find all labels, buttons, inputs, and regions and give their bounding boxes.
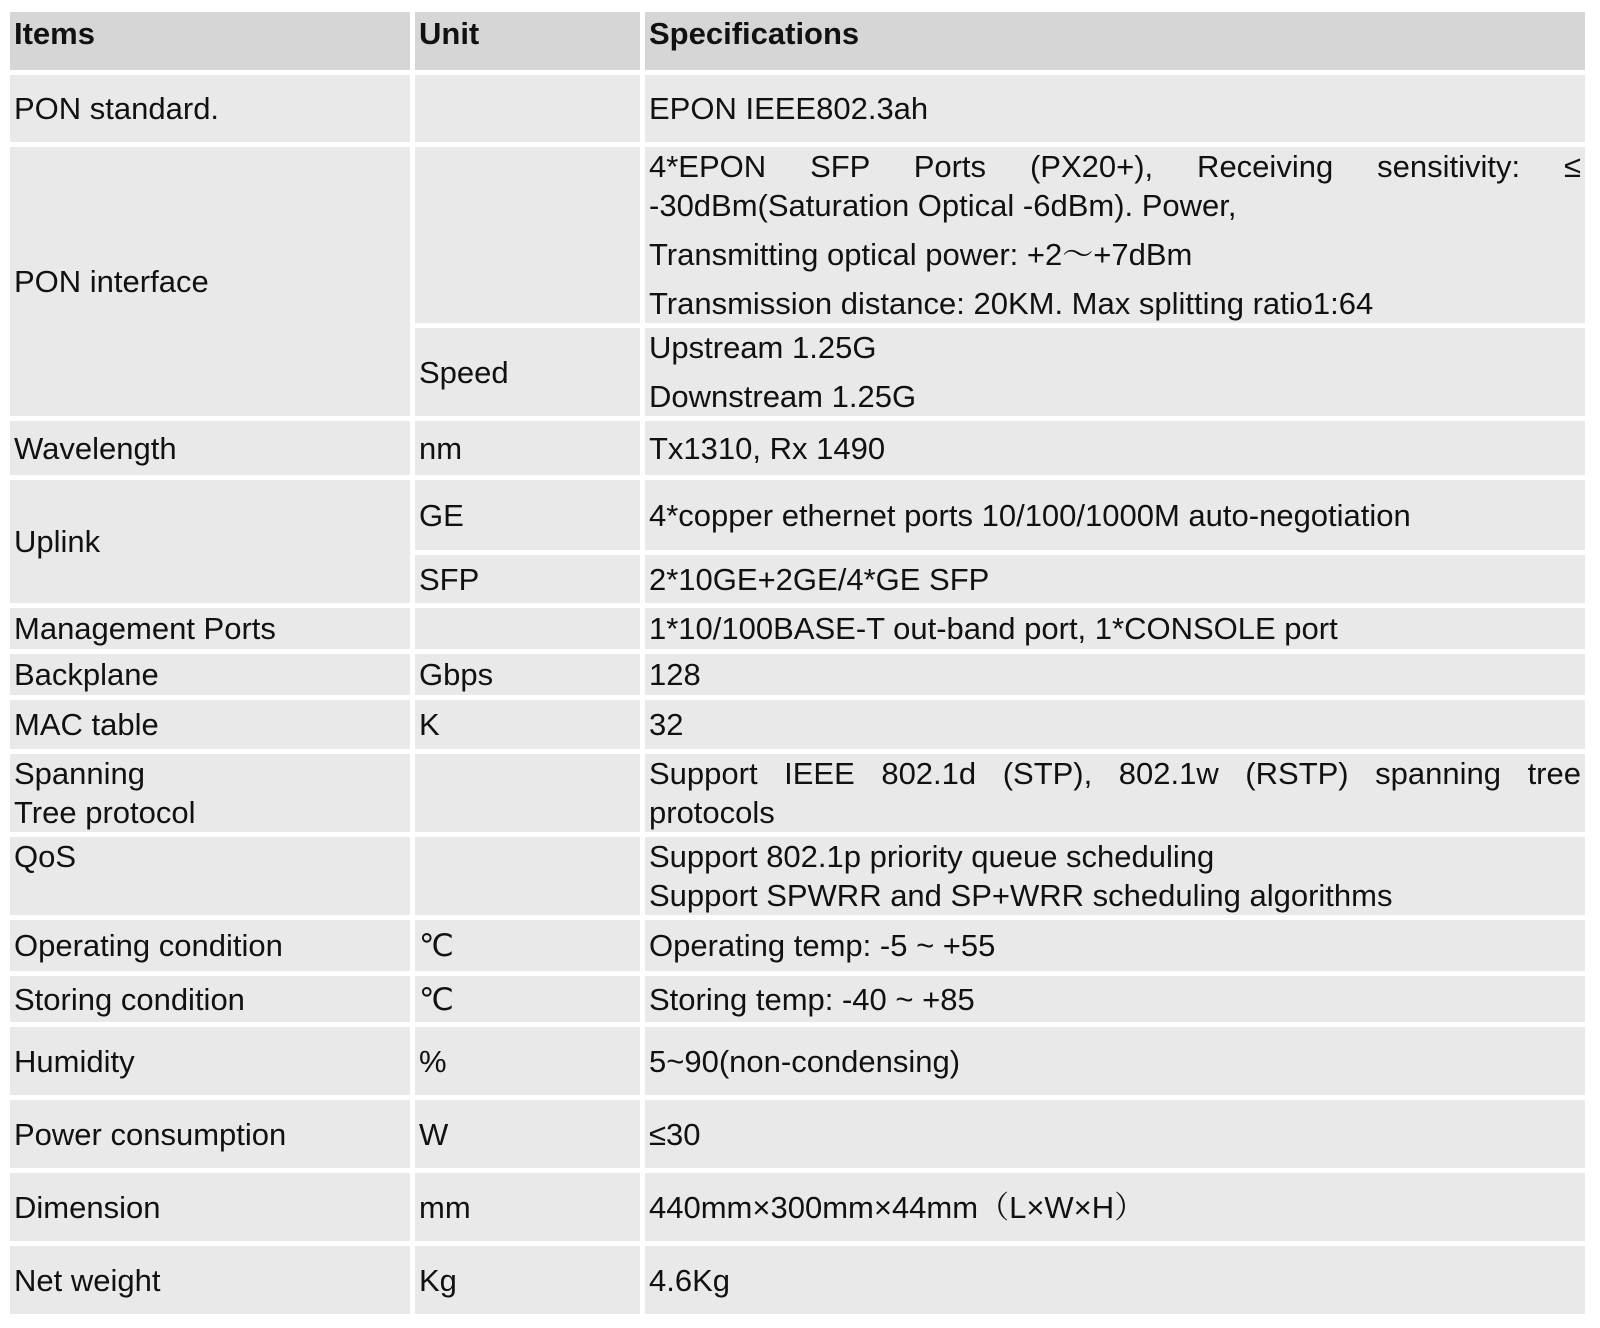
spec-cell: 32: [645, 700, 1585, 749]
unit-cell: K: [415, 700, 640, 749]
header-specifications: Specifications: [645, 12, 1585, 70]
unit-cell: Speed: [415, 328, 640, 416]
spec-cell: Storing temp: -40 ~ +85: [645, 976, 1585, 1022]
spec-cell: 5~90(non-condensing): [645, 1027, 1585, 1095]
spec-cell: Operating temp: -5 ~ +55: [645, 920, 1585, 971]
spec-cell: 2*10GE+2GE/4*GE SFP: [645, 555, 1585, 603]
spec-line: Support SPWRR and SP+WRR scheduling algorithms: [649, 878, 1393, 913]
spec-line: Support 802.1p priority queue scheduling: [649, 839, 1215, 874]
spec-cell: [645, 147, 1585, 323]
row-uplink-ge: [10, 480, 1585, 550]
spec-cell: Tx1310, Rx 1490: [645, 421, 1585, 475]
item-cell: MAC table: [10, 700, 410, 749]
row-operating-condition: [10, 920, 1585, 971]
header-items: Items: [10, 12, 410, 70]
unit-cell: [415, 837, 640, 915]
spec-line: Transmission distance: 20KM. Max splitting ratio1:64: [649, 286, 1374, 321]
item-cell: Backplane: [10, 654, 410, 695]
item-cell: Humidity: [10, 1027, 410, 1095]
specifications-table: [5, 7, 1590, 1319]
item-cell: Storing condition: [10, 976, 410, 1022]
row-storing-condition: [10, 976, 1585, 1022]
spec-line: Transmitting optical power: +2～+7dBm: [649, 237, 1193, 272]
spec-cell: 4*copper ethernet ports 10/100/1000M auto-negotiation: [645, 480, 1585, 550]
row-pon-interface-ports: [10, 147, 1585, 323]
spec-line: Downstream 1.25G: [649, 379, 917, 414]
unit-cell: nm: [415, 421, 640, 475]
item-cell: Dimension: [10, 1173, 410, 1241]
item-line: Spanning: [14, 756, 146, 791]
spec-cell: Support IEEE 802.1d (STP), 802.1w (RSTP) spanning tree protocols: [645, 754, 1585, 832]
row-pon-standard: [10, 75, 1585, 142]
unit-cell: Gbps: [415, 654, 640, 695]
unit-cell: ℃: [415, 976, 640, 1022]
unit-cell: W: [415, 1100, 640, 1168]
row-humidity: [10, 1027, 1585, 1095]
spec-cell: 4.6Kg: [645, 1246, 1585, 1314]
unit-cell: [415, 75, 640, 142]
row-qos: [10, 837, 1585, 915]
row-management-ports: [10, 608, 1585, 649]
row-net-weight: [10, 1246, 1585, 1314]
item-cell: PON interface: [10, 147, 410, 416]
unit-cell: GE: [415, 480, 640, 550]
unit-cell: [415, 608, 640, 649]
unit-cell: SFP: [415, 555, 640, 603]
spec-cell: [645, 837, 1585, 915]
header-unit: Unit: [415, 12, 640, 70]
spec-cell: [645, 328, 1585, 416]
unit-cell: [415, 147, 640, 323]
item-cell: Wavelength: [10, 421, 410, 475]
unit-cell: ℃: [415, 920, 640, 971]
item-cell: Operating condition: [10, 920, 410, 971]
spec-cell: 1*10/100BASE-T out-band port, 1*CONSOLE port: [645, 608, 1585, 649]
row-mac-table: [10, 700, 1585, 749]
item-cell: Power consumption: [10, 1100, 410, 1168]
spec-line: 4*EPON SFP Ports (PX20+), Receiving sensitivity: ≤ -30dBm(Saturation Optical -6dBm). Power,: [649, 149, 1581, 223]
item-cell: Net weight: [10, 1246, 410, 1314]
header-row: [10, 12, 1585, 70]
unit-cell: Kg: [415, 1246, 640, 1314]
item-line: Tree protocol: [14, 795, 196, 830]
row-power-consumption: [10, 1100, 1585, 1168]
unit-cell: %: [415, 1027, 640, 1095]
item-cell: Uplink: [10, 480, 410, 603]
item-cell: Management Ports: [10, 608, 410, 649]
row-backplane: [10, 654, 1585, 695]
item-cell: PON standard.: [10, 75, 410, 142]
spec-line: Upstream 1.25G: [649, 330, 877, 365]
row-wavelength: [10, 421, 1585, 475]
row-dimension: [10, 1173, 1585, 1241]
spec-cell: 440mm×300mm×44mm（L×W×H）: [645, 1173, 1585, 1241]
unit-cell: [415, 754, 640, 832]
unit-cell: mm: [415, 1173, 640, 1241]
item-cell: QoS: [10, 837, 410, 915]
item-cell: [10, 754, 410, 832]
row-spanning-tree: [10, 754, 1585, 832]
spec-cell: EPON IEEE802.3ah: [645, 75, 1585, 142]
spec-cell: ≤30: [645, 1100, 1585, 1168]
spec-cell: 128: [645, 654, 1585, 695]
